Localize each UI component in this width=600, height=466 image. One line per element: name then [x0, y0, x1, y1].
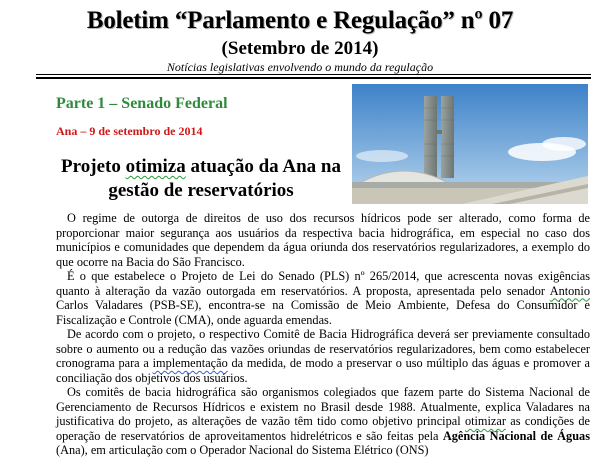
headline-post: atuação da Ana na gestão de reservatórios [108, 156, 341, 201]
paragraph-4-end: (Ana), em articulação com o Operador Nacional do Sistema Elétrico (ONS) [56, 443, 429, 457]
congress-photo-image [352, 84, 588, 204]
paragraph-4-start: Os comitês de bacia hidrográfica são organismos colegiados que fazem parte do Sistema Nacional de Gerenciamento de Recursos Hídricos e existem no Brasil desde 1988. Atualmente, explica Valadares na justificativa do projeto, as alterações de vazão têm tido como objetivo principal [56, 385, 590, 428]
bulletin-title: Boletim “Parlamento e Regulação” nº 07 [86, 7, 514, 34]
paragraph-3 [56, 327, 590, 385]
article-headline [56, 155, 346, 203]
header-rule-thin [36, 74, 591, 75]
agency-name: Agência Nacional de Águas [442, 428, 590, 443]
paragraph-3-end: da medida, de modo a preservar o uso múltiplo das águas e promover a conciliação dos objetivos dos usuários. [56, 356, 591, 385]
paragraph-4-middle: as condições de operação de reservatórios de aproveitamentos hidrelétricos e são feitas pela [56, 414, 590, 443]
article-body [56, 211, 590, 458]
paragraph-3-start: De acordo com o projeto, o respectivo Comitê de Bacia Hidrográfica deverá ser previamente consultado sobre o aumento ou a redução das vazões oriundas de reservatórios regularizadores, bem como estabelecer cronograma para a [56, 327, 590, 370]
headline-emphasis: otimiza [125, 156, 186, 177]
bulletin-subtitle: (Setembro de 2014) [221, 38, 379, 59]
paragraph-4 [56, 385, 590, 458]
senator-first-name: Antonio [549, 283, 590, 298]
paragraph-2-start: É o que estabelece o Projeto de Lei do Senado (PLS) nº 265/2014, que acrescenta novas exigências quanto à alteração da vazão outorgada em reservatórios. A proposta, apresentada pelo senador [56, 269, 590, 298]
implementation-word: implementação [152, 356, 228, 370]
paragraph-1: O regime de outorga de direitos de uso dos recursos hídricos pode ser alterado, como forma de proporcionar maior segurança aos usuários da respectiva bacia hidrográfica, em especial no caso dos municípios e comunidades que dependem da água oriunda dos reservatórios regularizadores, a exemplo do que ocorre na Bacia do São Francisco. [56, 211, 590, 269]
paragraph-2 [56, 269, 590, 327]
headline-pre: Projeto [61, 156, 126, 177]
optimize-word: otimizar [464, 414, 506, 428]
bulletin-tagline: Notícias legislativas envolvendo o mundo da regulação [166, 60, 434, 74]
header-rule-thick [36, 77, 591, 79]
congress-photo [352, 84, 588, 204]
paragraph-2-end: Carlos Valadares (PSB-SE), encontra-se na Comissão de Meio Ambiente, Defesa do Consumidor e Fiscalização e Controle (CMA), onde aguarda emendas. [56, 298, 590, 327]
section-heading: Parte 1 – Senado Federal [56, 95, 228, 112]
article-dateline: Ana – 9 de setembro de 2014 [56, 124, 203, 138]
